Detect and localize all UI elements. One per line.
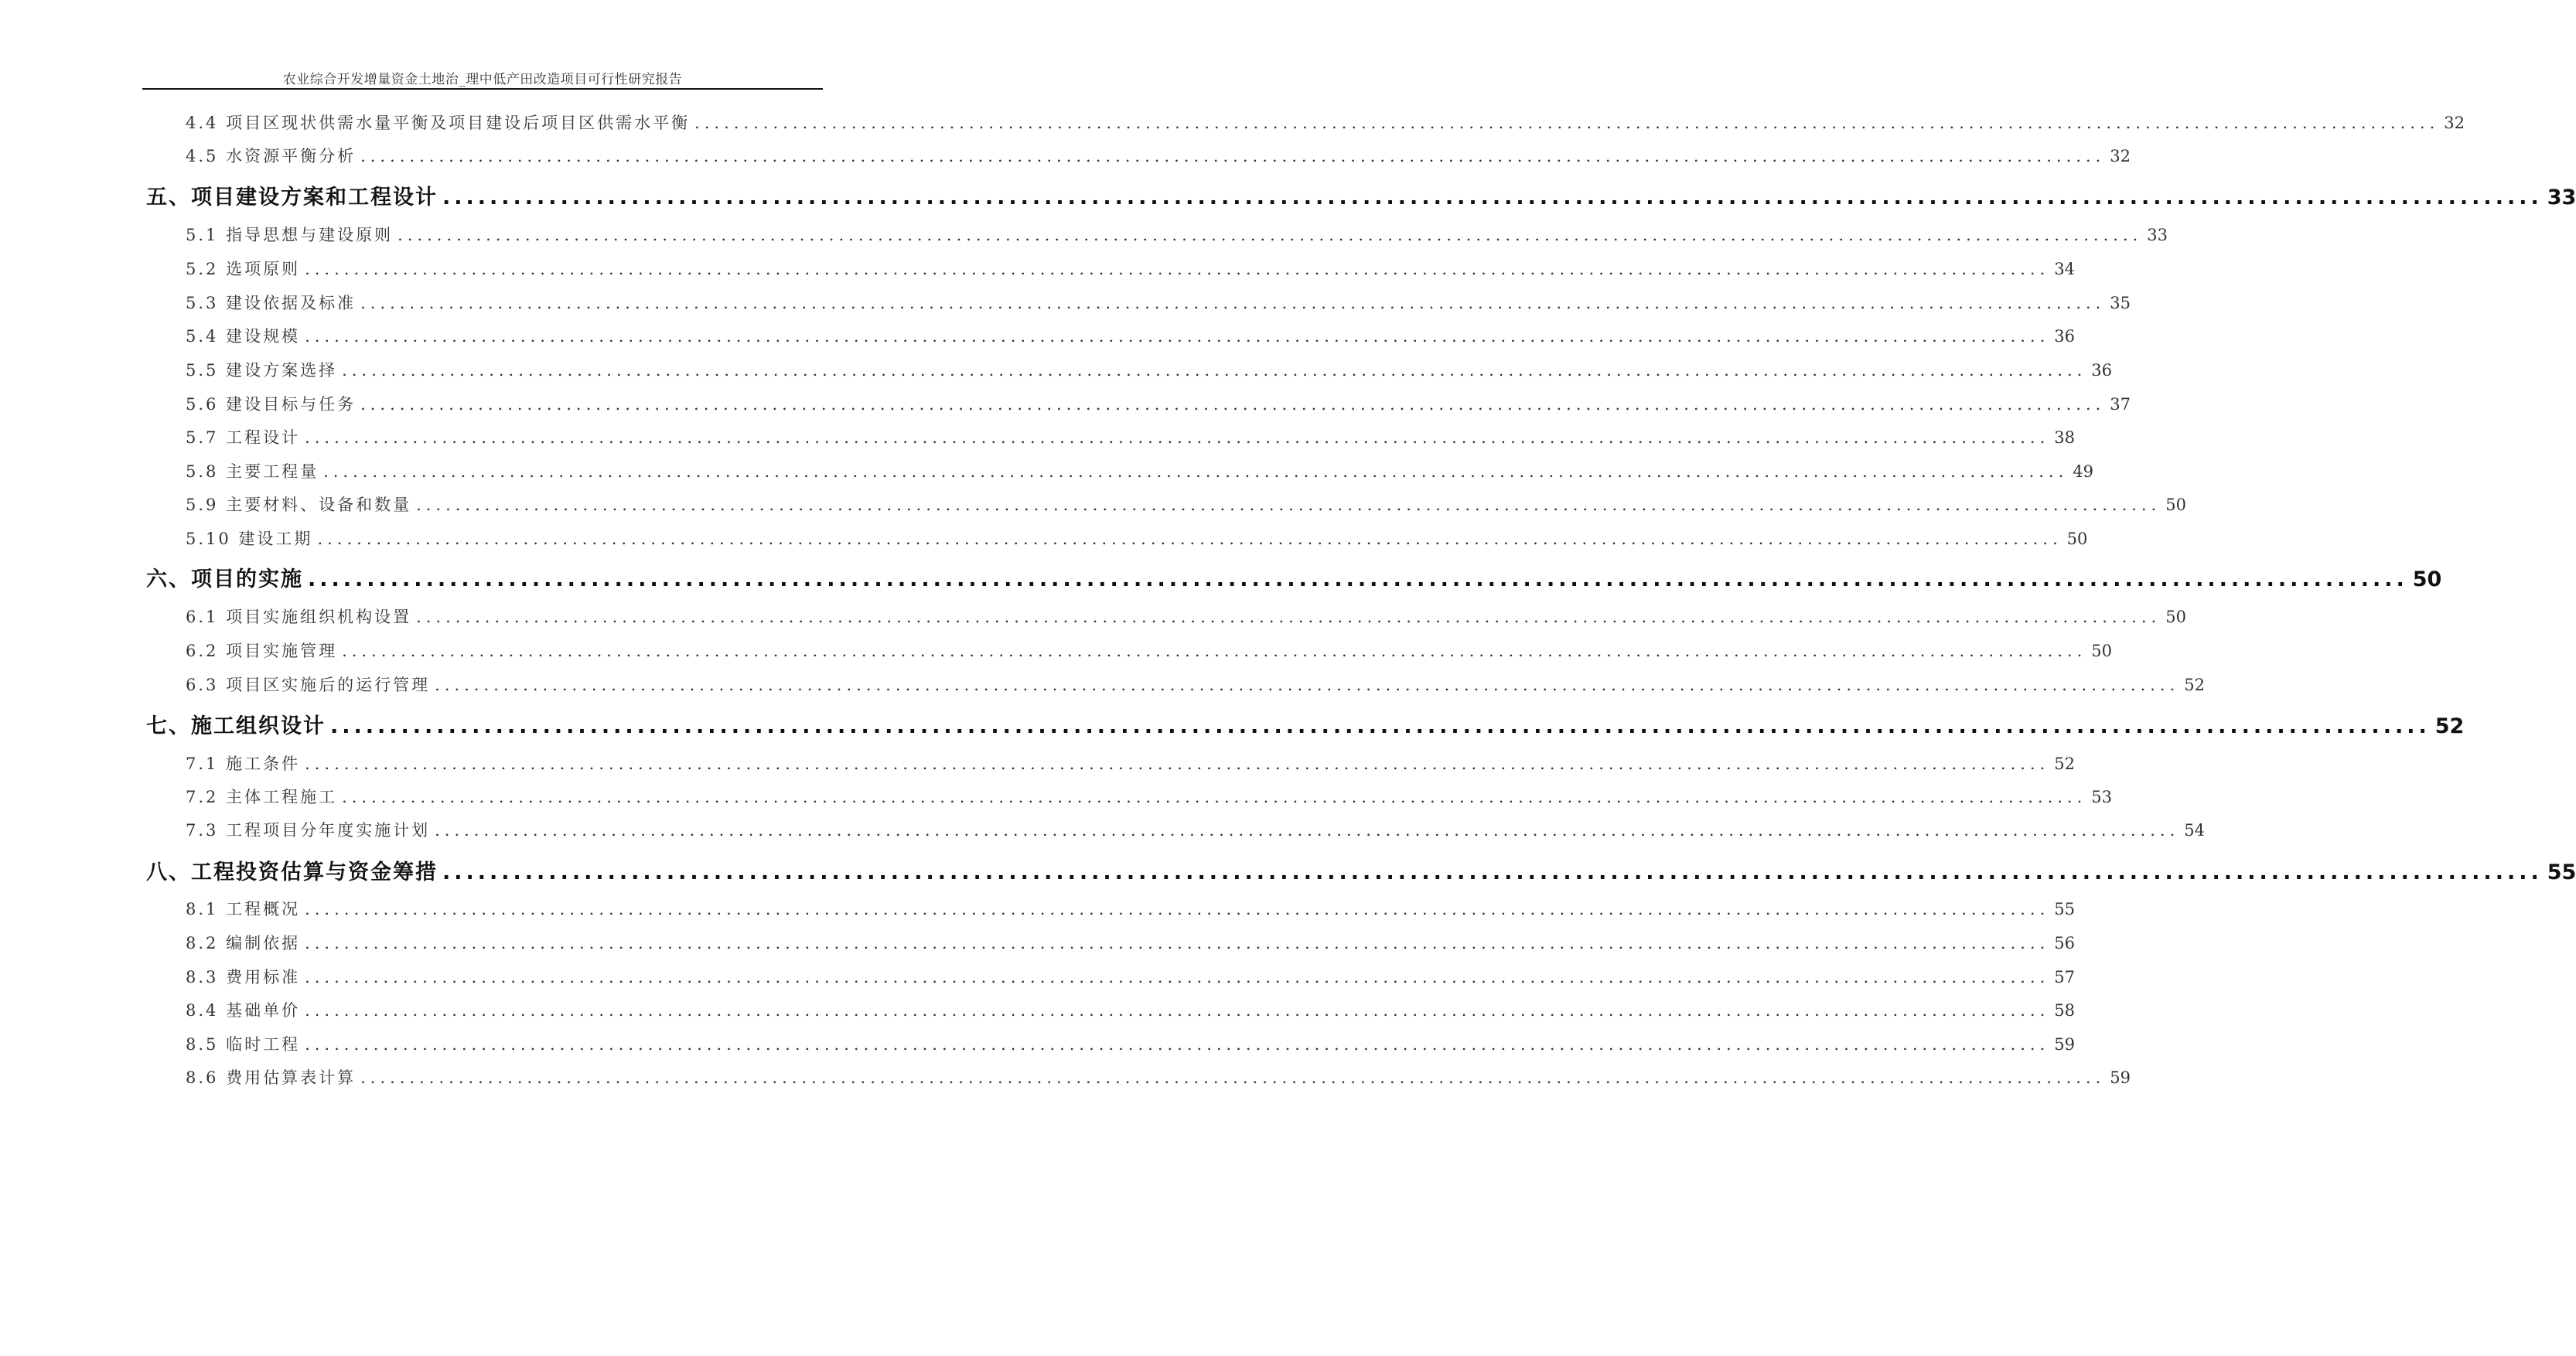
toc-entry-label: 6.3 项目区实施后的运行管理 — [186, 676, 431, 694]
toc-entry[interactable] — [186, 897, 2076, 920]
toc-entry-label: 8.1 工程概况 — [186, 900, 301, 918]
toc-entry-label: 5.2 选项原则 — [186, 260, 301, 278]
toc-chapter[interactable] — [146, 180, 2576, 210]
toc-entry[interactable] — [186, 639, 2113, 662]
toc-leader-dots: .................................................................................................................................................................................. — [305, 755, 2050, 773]
toc-entry-label: 8.2 编制依据 — [186, 934, 301, 952]
toc-chapter-label: 六、项目的实施 — [146, 567, 303, 591]
toc-leader-dots: .................................................................................................................................................................................. — [305, 428, 2050, 447]
toc-entry-label: 8.5 临时工程 — [186, 1035, 301, 1054]
toc-entry-label: 7.2 主体工程施工 — [186, 788, 338, 806]
toc-entry[interactable] — [186, 291, 2131, 314]
toc-entry-page: 50 — [2165, 608, 2187, 626]
toc-entry-label: 5.8 主要工程量 — [186, 462, 319, 481]
toc-entry[interactable] — [186, 1032, 2076, 1055]
toc-leader-dots: .................................................................................................................................................................................. — [305, 934, 2050, 952]
toc-entry-page: 32 — [2110, 147, 2131, 165]
toc-entry[interactable] — [186, 358, 2113, 381]
toc-entry[interactable] — [186, 818, 2206, 841]
toc-chapter-label: 八、工程投资估算与资金筹措 — [146, 860, 438, 884]
toc-entry[interactable] — [186, 965, 2076, 988]
toc-leader-dots: .................................................................................................................................................................................. — [342, 642, 2087, 660]
toc-entry-label: 5.1 指导思想与建设原则 — [186, 226, 394, 244]
toc-chapter-label: 五、项目建设方案和工程设计 — [146, 186, 438, 210]
toc-entry[interactable] — [186, 1065, 2131, 1089]
toc-entry[interactable] — [186, 111, 2465, 134]
toc-chapter-page: 33 — [2547, 186, 2576, 210]
toc-entry-page: 49 — [2073, 462, 2094, 481]
toc-entry-label: 5.6 建设目标与任务 — [186, 395, 357, 414]
toc-entry-page: 38 — [2054, 428, 2076, 447]
toc-leader-dots: .................................................................................................................................................................................. — [305, 327, 2050, 346]
toc-entry-page: 32 — [2444, 114, 2465, 132]
toc-chapter[interactable] — [146, 562, 2442, 592]
toc-entry-label: 8.3 费用标准 — [186, 968, 301, 986]
toc-leader-dots: .................................................................................................................................................................................. — [435, 821, 2180, 840]
toc-leader-dots: .................................................................................................................................................................................. — [360, 294, 2106, 312]
toc-entry-label: 5.5 建设方案选择 — [186, 361, 338, 380]
toc-entry[interactable] — [186, 324, 2076, 347]
toc-entry[interactable] — [186, 223, 2168, 246]
toc-leader-dots: .................................................................................................................................................................................. — [397, 226, 2143, 244]
toc-chapter-label: 七、施工组织设计 — [146, 714, 326, 738]
toc-entry-label: 5.10 建设工期 — [186, 530, 313, 548]
toc-entry-page: 56 — [2054, 934, 2076, 952]
toc-leader-dots: .................................................................................................................................................................................. — [317, 530, 2063, 548]
toc-leader-dots: .................................................................................................................................................................................. — [305, 968, 2050, 986]
toc-leader-dots: .................................................................................................................................................................................. — [442, 860, 2543, 884]
toc-entry-page: 50 — [2165, 496, 2187, 514]
toc-leader-dots: .................................................................................................................................................................................. — [308, 567, 2408, 591]
toc-leader-dots: .................................................................................................................................................................................. — [305, 1001, 2050, 1020]
toc-leader-dots: .................................................................................................................................................................................. — [435, 676, 2180, 694]
toc-leader-dots: .................................................................................................................................................................................. — [694, 114, 2440, 132]
toc-entry-page: 52 — [2184, 676, 2206, 694]
toc-entry-label: 5.9 主要材料、设备和数量 — [186, 496, 412, 514]
toc-entry-page: 35 — [2110, 294, 2131, 312]
toc-entry[interactable] — [186, 673, 2206, 696]
toc-leader-dots: .................................................................................................................................................................................. — [305, 900, 2050, 918]
toc-entry-page: 57 — [2054, 968, 2076, 986]
toc-entry-label: 8.6 费用估算表计算 — [186, 1068, 357, 1087]
toc-leader-dots: .................................................................................................................................................................................. — [305, 260, 2050, 278]
toc-entry-page: 50 — [2091, 642, 2113, 660]
toc-entry[interactable] — [186, 526, 2088, 550]
toc-entry-label: 7.1 施工条件 — [186, 755, 301, 773]
toc-entry[interactable] — [186, 998, 2076, 1021]
toc-entry-page: 55 — [2054, 900, 2076, 918]
toc-leader-dots: .................................................................................................................................................................................. — [416, 608, 2161, 626]
toc-entry-label: 4.5 水资源平衡分析 — [186, 147, 357, 165]
page-header: 农业综合开发增量资金土地治_理中低产田改造项目可行性研究报告 — [282, 72, 683, 87]
toc-entry-page: 59 — [2110, 1068, 2131, 1087]
toc-entry-page: 37 — [2110, 395, 2131, 414]
toc-entry-label: 6.2 项目实施管理 — [186, 642, 338, 660]
toc-leader-dots: .................................................................................................................................................................................. — [342, 361, 2087, 380]
toc-entry-label: 7.3 工程项目分年度实施计划 — [186, 821, 431, 840]
toc-leader-dots: .................................................................................................................................................................................. — [416, 496, 2161, 514]
toc-chapter[interactable] — [146, 709, 2465, 739]
toc-entry-label: 5.7 工程设计 — [186, 428, 301, 447]
toc-entry-page: 34 — [2054, 260, 2076, 278]
toc-entry-page: 58 — [2054, 1001, 2076, 1020]
toc-entry[interactable] — [186, 785, 2113, 808]
toc-entry-label: 8.4 基础单价 — [186, 1001, 301, 1020]
toc-leader-dots: .................................................................................................................................................................................. — [330, 714, 2431, 738]
toc-entry[interactable] — [186, 605, 2187, 628]
toc-entry[interactable] — [186, 459, 2094, 482]
toc-entry-page: 36 — [2054, 327, 2076, 346]
toc-entry-label: 5.4 建设规模 — [186, 327, 301, 346]
toc-entry-page: 52 — [2054, 755, 2076, 773]
toc-leader-dots: .................................................................................................................................................................................. — [442, 186, 2543, 210]
toc-entry[interactable] — [186, 751, 2076, 775]
toc-leader-dots: .................................................................................................................................................................................. — [323, 462, 2069, 481]
toc-entry[interactable] — [186, 257, 2076, 280]
toc-entry[interactable] — [186, 144, 2131, 167]
toc-leader-dots: .................................................................................................................................................................................. — [360, 147, 2106, 165]
toc-entry[interactable] — [186, 425, 2076, 448]
toc-entry[interactable] — [186, 392, 2131, 415]
toc-entry[interactable] — [186, 931, 2076, 954]
header-rule — [142, 88, 823, 90]
toc-entry-label: 4.4 项目区现状供需水量平衡及项目建设后项目区供需水平衡 — [186, 114, 691, 132]
toc-leader-dots: .................................................................................................................................................................................. — [305, 1035, 2050, 1054]
toc-chapter-page: 50 — [2412, 567, 2442, 591]
toc-entry-page: 59 — [2054, 1035, 2076, 1054]
toc-chapter-page: 52 — [2434, 714, 2465, 738]
toc-entry-page: 50 — [2066, 530, 2088, 548]
toc-chapter[interactable] — [146, 855, 2576, 885]
toc-leader-dots: .................................................................................................................................................................................. — [360, 1068, 2106, 1087]
toc-entry-page: 53 — [2091, 788, 2113, 806]
toc-entry-page: 54 — [2184, 821, 2206, 840]
toc-leader-dots: .................................................................................................................................................................................. — [342, 788, 2087, 806]
toc-entry-label: 6.1 项目实施组织机构设置 — [186, 608, 412, 626]
toc-entry-page: 33 — [2147, 226, 2168, 244]
toc-entry-label: 5.3 建设依据及标准 — [186, 294, 357, 312]
toc-entry-page: 36 — [2091, 361, 2113, 380]
toc-leader-dots: .................................................................................................................................................................................. — [360, 395, 2106, 414]
toc-chapter-page: 55 — [2547, 860, 2576, 884]
toc-entry[interactable] — [186, 492, 2187, 516]
